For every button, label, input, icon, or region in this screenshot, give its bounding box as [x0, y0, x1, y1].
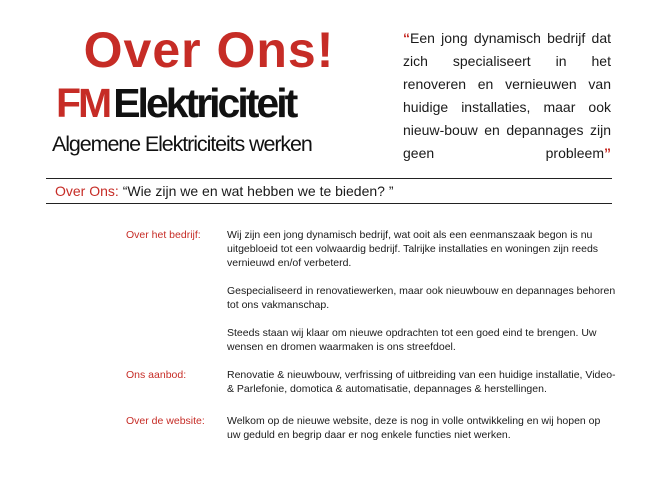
- section-label: Over de website:: [126, 415, 205, 427]
- quote-text: Een jong dynamisch bedrijf dat zich specialiseert in het renoveren en vernieuwen van huidige installaties, maar ook nieuw-bouw en depannages zijn geen probleem: [403, 30, 611, 161]
- divider-bottom: [46, 203, 612, 204]
- section-heading-label: Over Ons:: [55, 183, 119, 199]
- section-website: [126, 414, 616, 442]
- section-body: [227, 414, 616, 442]
- company-tagline: Algemene Elektriciteits werken: [52, 132, 312, 156]
- section-heading: [55, 182, 394, 200]
- section-paragraph: Steeds staan wij klaar om nieuwe opdrachten tot een goed eind te brengen. Uw wensen en dromen waarmaken is ons streefdoel.: [227, 327, 597, 353]
- section-label: Over het bedrijf:: [126, 229, 201, 241]
- info-content: [126, 228, 616, 442]
- intro-quote: [403, 27, 611, 165]
- section-company: [126, 228, 616, 354]
- section-paragraph: Wij zijn een jong dynamisch bedrijf, wat ooit als een eenmanszaak begon is nu uitgebloeid tot een volwaardig bedrijf. Talrijke installaties en woningen zijn reeds vernieuwd en/of verbeterd.: [227, 229, 599, 269]
- page-title: Over Ons!: [83, 22, 335, 78]
- company-name: Elektriciteit: [113, 80, 296, 126]
- quote-close-mark: ”: [604, 145, 611, 161]
- section-paragraph: Gespecialiseerd in renovatiewerken, maar ook nieuwbouw en depannages behoren tot ons vakmanschap.: [227, 285, 616, 311]
- section-body: [227, 228, 616, 354]
- section-label: Ons aanbod:: [126, 369, 187, 381]
- section-paragraph: Renovatie & nieuwbouw, verfrissing of uitbreiding van een huidige installatie, Video- & Parlefonie, domotica & automatisatie, depannages & herstellingen.: [227, 369, 616, 395]
- section-heading-text: “Wie zijn we en wat hebben we te bieden? ”: [122, 183, 394, 199]
- company-logo: [56, 80, 366, 126]
- section-paragraph: Welkom op de nieuwe website, deze is nog in volle ontwikkeling en wij hopen op uw geduld en begrip daar er nog enkele functies niet werken.: [227, 415, 601, 441]
- section-offer: [126, 368, 616, 396]
- section-body: [227, 368, 616, 396]
- quote-open-mark: “: [403, 30, 410, 46]
- company-prefix: FM: [56, 80, 110, 126]
- divider-top: [46, 178, 612, 179]
